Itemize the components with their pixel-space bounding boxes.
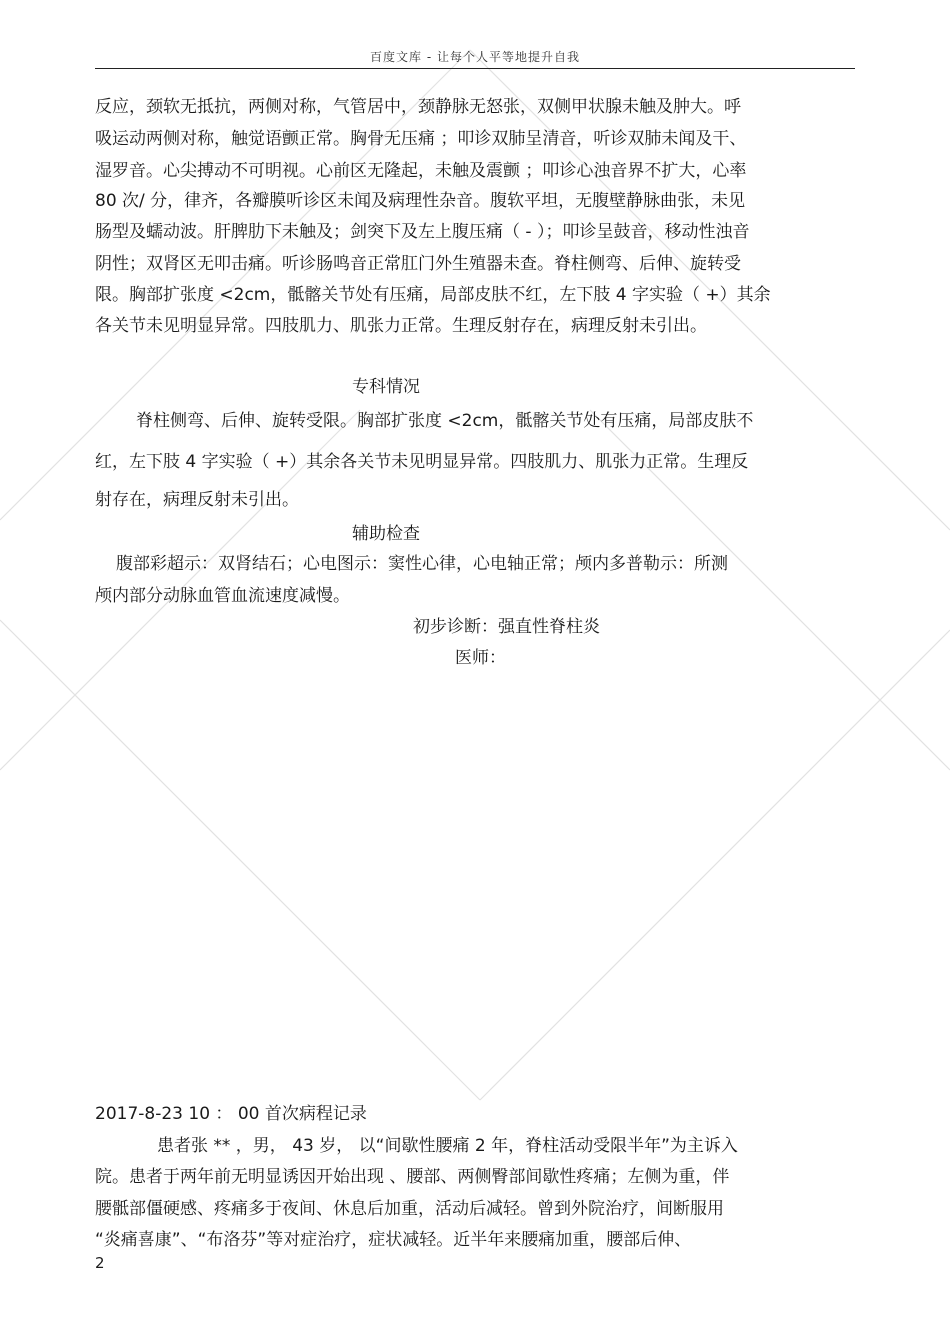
text-line: 阴性；双肾区无叩击痛。听诊肠鸣音正常肛门外生殖器未查。脊柱侧弯、后伸、旋转受 bbox=[95, 254, 741, 274]
text-line: 限。胸部扩张度 <2cm，骶髂关节处有压痛，局部皮肤不红，左下肢 4 字实验（ +）其余 bbox=[95, 285, 771, 305]
text-line: 吸运动两侧对称，触觉语颤正常。胸骨无压痛 ；叩诊双肺呈清音，听诊双肺未闻及干、 bbox=[95, 129, 747, 149]
text-line: 红，左下肢 4 字实验（ +）其余各关节未见明显异常。四肢肌力、肌张力正常。生理反 bbox=[95, 452, 749, 472]
text-line: 肠型及蠕动波。肝脾肋下未触及；剑突下及左上腹压痛（ - ）；叩诊呈鼓音，移动性浊音 bbox=[95, 222, 750, 242]
text-line: 射存在，病理反射未引出。 bbox=[95, 490, 299, 510]
page-header: 百度文库 - 让每个人平等地提升自我 bbox=[370, 50, 580, 64]
text-line: 患者张 ** ，男， 43 岁， 以“间歇性腰痛 2 年，脊柱活动受限半年”为主诉入 bbox=[157, 1136, 738, 1156]
text-line: 腰骶部僵硬感、疼痛多于夜间、休息后加重，活动后减轻。曾到外院治疗，间断服用 bbox=[95, 1199, 724, 1219]
text-line: 院。患者于两年前无明显诱因开始出现 、腰部、两侧臀部间歇性疼痛；左侧为重，伴 bbox=[95, 1167, 730, 1187]
text-line: 各关节未见明显异常。四肢肌力、肌张力正常。生理反射存在，病理反射未引出。 bbox=[95, 316, 707, 336]
text-line: 脊柱侧弯、后伸、旋转受限。胸部扩张度 <2cm，骶髂关节处有压痛，局部皮肤不 bbox=[136, 411, 754, 431]
auxiliary-heading: 辅助检查 bbox=[352, 524, 420, 544]
physician-label: 医师： bbox=[455, 648, 506, 668]
text-line: 反应，颈软无抵抗，两侧对称，气管居中，颈静脉无怒张，双侧甲状腺未触及肿大。呼 bbox=[95, 97, 741, 117]
text-line: 腹部彩超示：双肾结石；心电图示：窦性心律，心电轴正常；颅内多普勒示：所测 bbox=[116, 554, 728, 574]
text-line: 80 次/ 分，律齐，各瓣膜听诊区未闻及病理性杂音。腹软平坦，无腹壁静脉曲张，未见 bbox=[95, 191, 746, 211]
first-record-title: 2017-8-23 10 ： 00 首次病程记录 bbox=[95, 1104, 367, 1124]
specialty-heading: 专科情况 bbox=[352, 377, 420, 397]
text-line: 颅内部分动脉血管血流速度减慢。 bbox=[95, 586, 350, 606]
text-line: 湿罗音。心尖搏动不可明视。心前区无隆起，未触及震颤 ；叩诊心浊音界不扩大，心率 bbox=[95, 161, 747, 181]
page-number: 2 bbox=[95, 1254, 105, 1272]
header-divider bbox=[95, 68, 855, 69]
text-line: “炎痛喜康”、“布洛芬”等对症治疗，症状减轻。近半年来腰痛加重，腰部后伸、 bbox=[95, 1230, 692, 1250]
preliminary-diagnosis: 初步诊断：强直性脊柱炎 bbox=[413, 617, 600, 637]
